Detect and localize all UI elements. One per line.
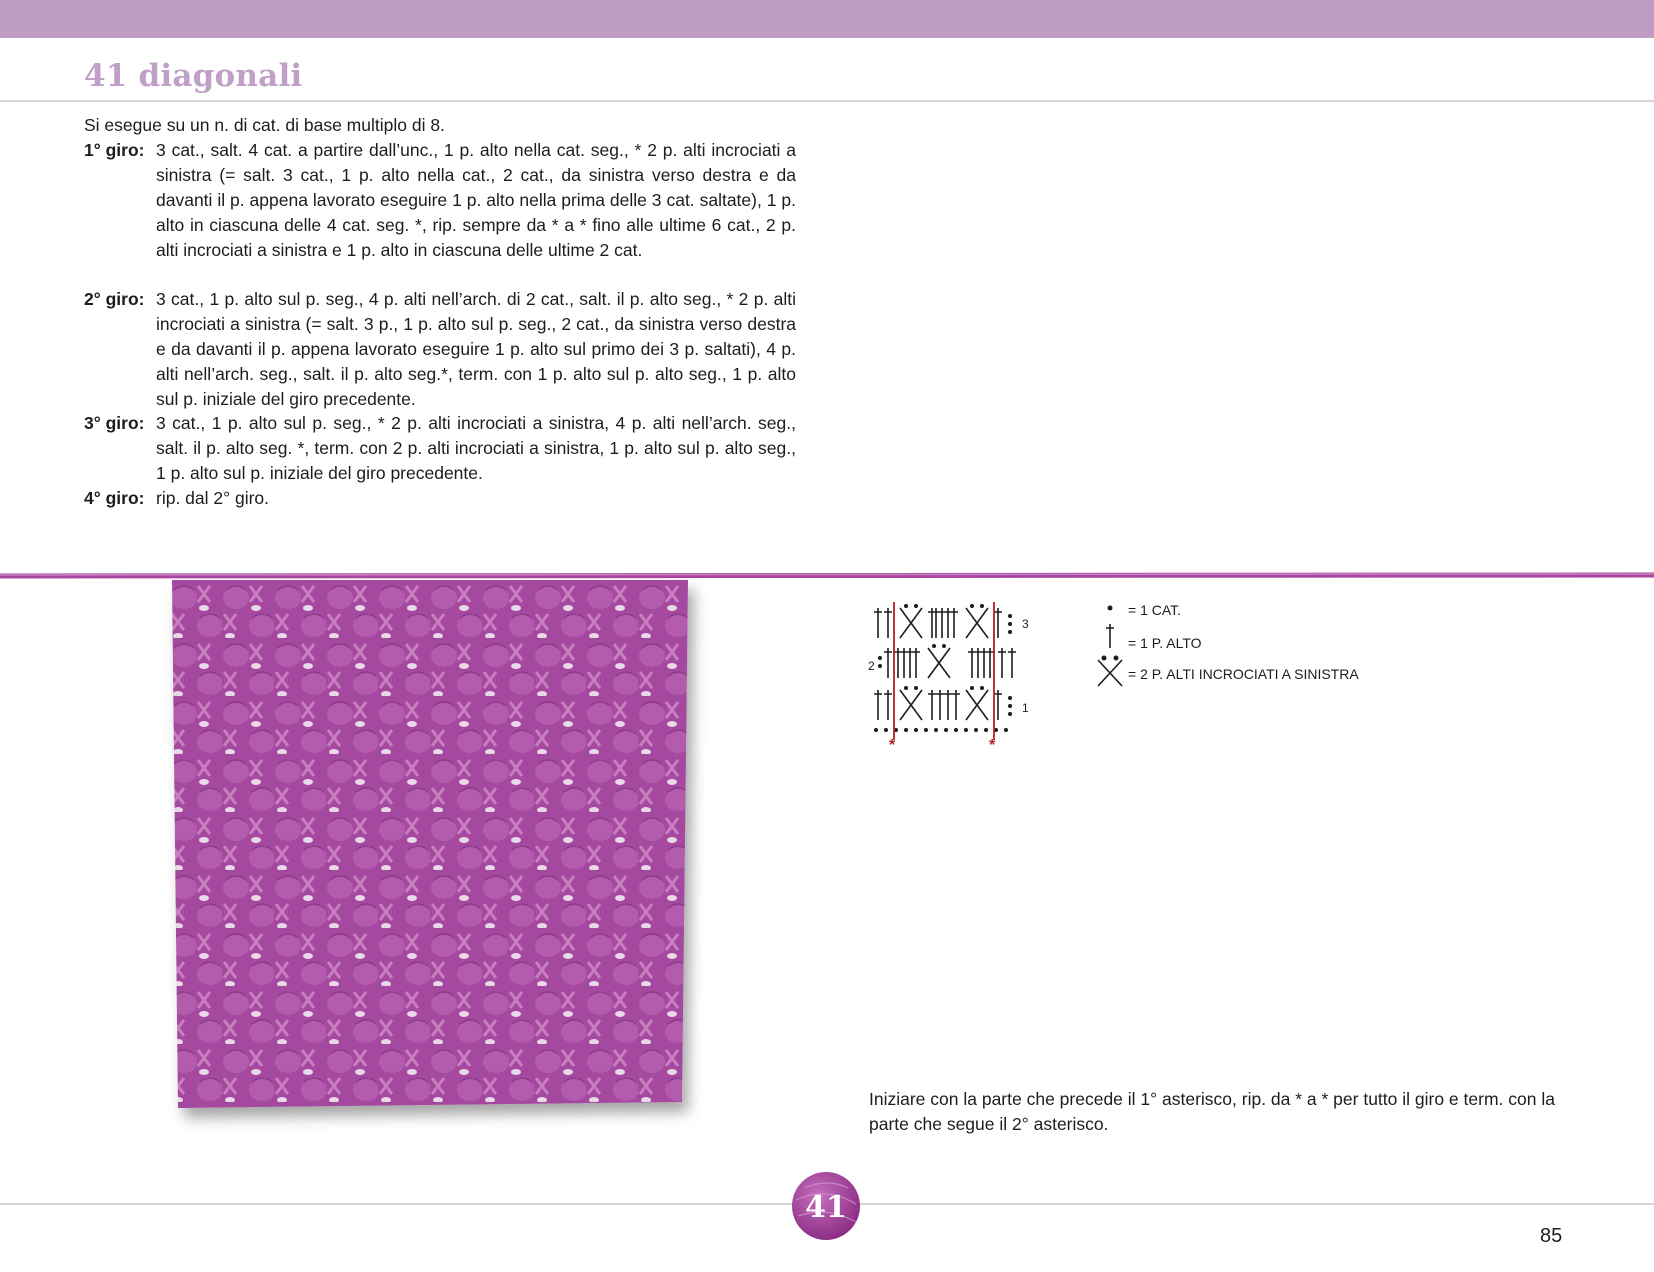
crochet-swatch-image [170, 580, 690, 1120]
title-divider [0, 100, 1654, 102]
round-4 [84, 486, 796, 511]
chart-row-number: 1 [1022, 701, 1029, 715]
legend-label: = 1 P. ALTO [1128, 635, 1202, 651]
round-label: 2° giro: [84, 289, 145, 309]
round-label: 4° giro: [84, 488, 145, 508]
repeat-asterisk: * [889, 737, 896, 754]
top-color-band [0, 0, 1654, 38]
round-1 [84, 138, 796, 263]
round-text: 3 cat., 1 p. alto sul p. seg., 4 p. alti nell’arch. di 2 cat., salt. il p. alto seg., * 2 p. alti incrociati a sinistra (= salt. 3 p., 1 p. alto sul p. seg., 2 cat., da sinistra verso destra e da davanti il p. appena lavorato eseguire 1 p. alto sul primo dei 3 p. saltati), 4 p. alti nell’arch. seg., salt. il p. alto seg.*, term. con 1 p. alto sul p. alto seg., 1 p. alto sul p. iniziale del giro precedente. [156, 289, 796, 409]
round-text: 3 cat., 1 p. alto sul p. seg., * 2 p. alti incrociati a sinistra, 4 p. alti nell’arch. seg., salt. il p. alto seg. *, term. con 2 p. alti incrociati a sinistra, 1 p. alto sul p. alto seg., 1 p. alto sul p. iniziale del giro precedente. [156, 413, 796, 483]
chain-dot-icon [1108, 606, 1113, 611]
round-label: 1° giro: [84, 140, 145, 160]
round-label: 3° giro: [84, 413, 145, 433]
chart-row-number: 2 [868, 659, 875, 673]
intro-text: Si esegue su un n. di cat. di base multiplo di 8. [84, 115, 445, 135]
page-number: 85 [1540, 1225, 1563, 1247]
legend-label: = 1 CAT. [1128, 602, 1182, 618]
double-crochet-icon [1106, 624, 1114, 648]
legend-label: = 2 P. ALTI INCROCIATI A SINISTRA [1128, 666, 1359, 682]
yarn-strand [0, 572, 1654, 580]
chart-footnote: Iniziare con la parte che precede il 1° asterisco, rip. da * a * per tutto il giro e term. con la parte che segue il 2° asterisco. [869, 1089, 1555, 1134]
round-2 [84, 287, 796, 412]
repeat-asterisk: * [989, 737, 996, 754]
round-3 [84, 411, 796, 486]
chart-row-number: 3 [1022, 617, 1029, 631]
page-title: 41 diagonali [84, 58, 303, 94]
pattern-number: 41 [805, 1190, 847, 1225]
round-text: 3 cat., salt. 4 cat. a partire dall’unc., 1 p. alto nella cat. seg., * 2 p. alti incrociati a sinistra (= salt. 3 cat., 1 p. alto nella cat., 2 cat., da sinistra verso destra e da davanti il p. appena lavorato eseguire 1 p. alto nella prima delle 3 cat. saltate), 1 p. alto in ciascuna delle 4 cat. seg. *, rip. sempre da * a * fino alle ultime 6 cat., 2 p. alti incrociati a sinistra e 1 p. alto in ciascuna delle ultime 2 cat. [156, 140, 796, 260]
round-text: rip. dal 2° giro. [156, 488, 270, 508]
crossed-stitches-icon [1098, 656, 1122, 687]
crochet-chart [868, 598, 1070, 754]
